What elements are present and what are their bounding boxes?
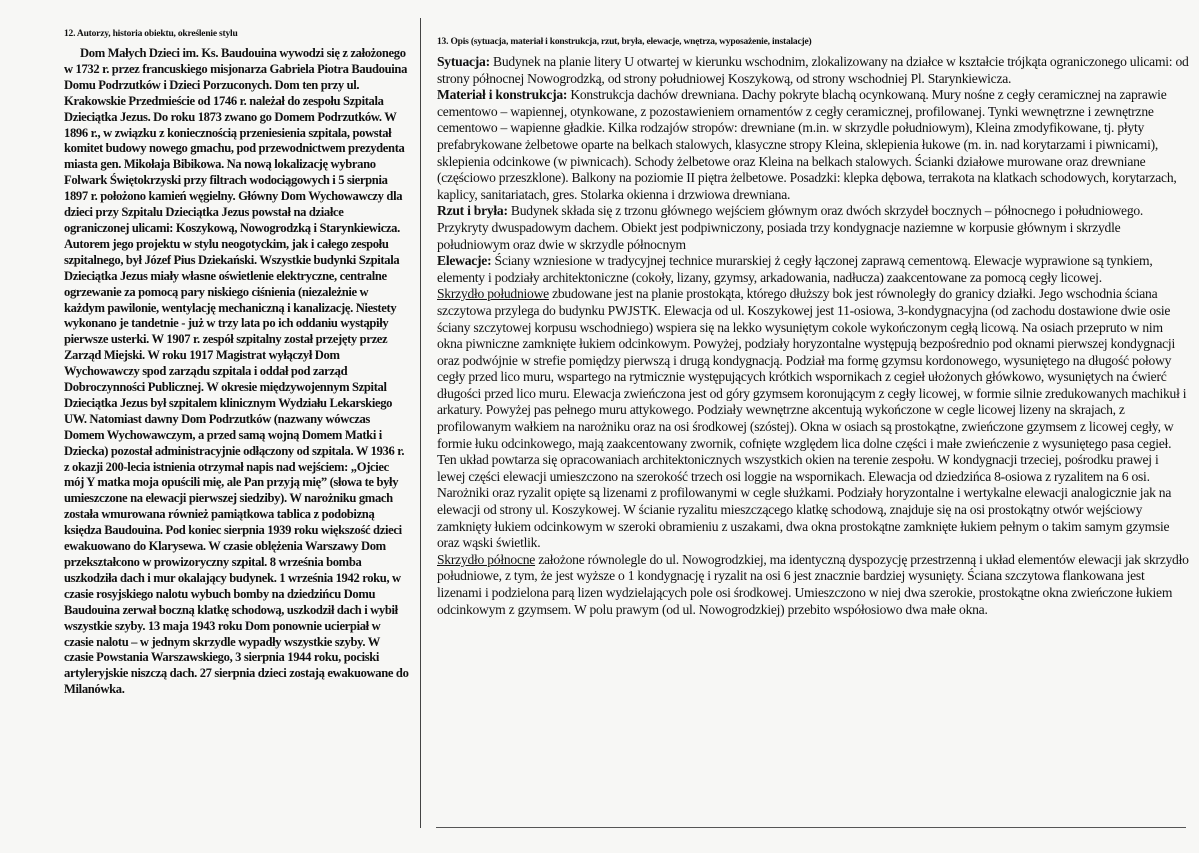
north-wing-paragraph: [437, 552, 1189, 618]
bottom-rule: [436, 827, 1186, 828]
description-heading: 13. Opis (sytuacja, materiał i konstrukcja, rzut, bryła, elewacje, wnętrza, wyposażenie, instalacje): [437, 37, 812, 47]
history-text: Dom Małych Dzieci im. Ks. Baudouina wywodzi się z założonego w 1732 r. przez francuskiego misjonarza Gabriela Piotra Baudouina Domu Podrzutków i Dzieci Porzuconych. Dom ten przy ul. Krakowskie Przedmieście od 1746 r. należał do zespołu Szpitala Dzieciątka Jezus. Do roku 1873 zwano go Domem Podrzutków. W 1896 r., w związku z koniecznością przeniesienia szpitala, powstał komitet budowy nowego gmachu, pod przewodnictwem prezydenta miasta gen. Mikołaja Bibikowa. Na nową lokalizację wybrano Folwark Świętokrzyski przy filtrach wodociągowych i 5 sierpnia 1897 r. położono kamień węgielny. Główny Dom Wychowawczy dla dzieci przy Szpitalu Dzieciątka Jezus powstał na działce ograniczonej ulicami: Koszykową, Nowogrodzką i Starynkiewicza. Autorem jego projektu w stylu neogotyckim, jak i całego zespołu szpitalnego, był Józef Pius Dziekański. Wszystkie budynki Szpitala Dzieciątka Jezus miały własne oświetlenie elektryczne, centralne ogrzewanie za pomocą pary niskiego ciśnienia (niezależnie w każdym pawilonie, wentylację mechaniczną i kanalizację. Niestety wykonano je tandetnie - już w trzy lata po ich oddaniu wystąpiły pierwsze usterki. W 1907 r. zespół szpitalny został przejęty przez Zarząd Miejski. W roku 1917 Magistrat wyłączył Dom Wychowawczy spod zarządu szpitala i oddał pod zarząd Dobroczynności Publicznej. W okresie międzywojennym Szpital Dzieciątka Jezus był szpitalem klinicznym Wydziału Lekarskiego UW. Natomiast dawny Dom Podrzutków (nazwany wówczas Domem Wychowawczym, a przed samą wojną Domem Matki i Dziecka) pozostał administracyjnie odłączony od szpitala. W 1936 r. z okazji 200-lecia istnienia otrzymał napis nad wejściem: „Ojciec mój Y matka moja opuścili mię, ale Pan przyją mię” (słowa te były umieszczone na elewacji pierwszej siedziby). W narożniku gmach została wmurowana również pamiątkowa tablica z podobizną księdza Baudouina. Pod koniec sierpnia 1939 roku większość dzieci ewakuowano do Klarysewa. W czasie oblężenia Warszawy Dom przekształcono w prowizoryczny szpital. 8 września bomba uszkodziła dach i mur okalający budynek. 1 września 1942 roku, w czasie rosyjskiego nalotu wybuch bomby na dziedzińcu Domu Baudouina zerwał boczną klatkę schodową, uszkodził dach i wybił wszystkie szyby. 13 maja 1943 roku Dom ponownie ucierpiał w czasie nalotu – w jednym skrzydle wypadły wszystkie szyby. W czasie Powstania Warszawskiego, 3 sierpnia 1944 roku, pociski artyleryjskie niszczą dach. 27 sierpnia dzieci zostają ewakuowane do Milanówka.: [64, 46, 409, 697]
rzut-label: Rzut i bryła:: [437, 203, 508, 219]
description-column: [437, 36, 1189, 618]
material-paragraph: [437, 87, 1189, 203]
material-label: Materiał i konstrukcja:: [437, 87, 568, 103]
south-wing-label: Skrzydło południowe: [437, 286, 549, 302]
south-wing-text: zbudowane jest na planie prostokąta, którego dłuższy bok jest równoległy do granicy działki. Jego wschodnia ściana szczytowa przylega do budynku PWJSTK. Elewacja od ul. Koszykowej jest 11-osiowa, 3-kondygnacyjna (od zachodu dostawione dwie osie ściany szczytowej korpusu wschodniego) wspiera się na lekko wysuniętym cokole wykończonym cegłą licową. Na osiach przepruto w nim okna piwniczne zamknięte łukiem odcinkowym. Powyżej, podziały horyzontalne występują bezpośrednio pod oknami pierwszej kondygnacji oraz podwójnie w strefie pomiędzy pierwszą i drugą kondygnacją. Podział ma formę gzymsu kordonowego, wysuniętego na długość połowy cegły przed lico muru, wspartego na rytmicznie występujących krótkich wspornikach z cegieł ułożonych główkowo, wysuniętych na ćwierć długości przed lico muru. Elewacja zwieńczona jest od góry gzymsem koronującym z cegły licowej, w formie silnie zredukowanych machikuł i arkatury. Powyżej pas pełnego muru attykowego. Podziały wewnętrzne akcentują wykończone w cegle licowej lizeny na skrajach, z profilowanym wałkiem na narożniku oraz na osi środkowej (szóstej). Okna w osiach są prostokątne, zwieńczone gzymsem z licowej cegły, w formie łuku odcinkowego, mają zaakcentowany zwornik, cofnięte względem lica dolne części i małe zwieńczenie z wysuniętego pasa cegieł. Ten układ powtarza się opracowaniach architektonicznych wszystkich okien na terenie zespołu. W kondygnacji trzeciej, pośrodku prawej i lewej części elewacji umieszczono na szerokość trzech osi loggie na wspornikach. Elewacja od dziedzińca 8-osiowa z ryzalitem na 6 osi. Narożniki oraz ryzalit opięte są lizenami z profilowanymi w cegle służkami. Podziały horyzontalne i wertykalne elewacji analogicznie jak na elewacji od strony ul. Koszykowej. W ścianie ryzalitu mieszczącego klatkę schodową, znajduje się na osi prostokątny otwór wejściowy zamknięty łukiem odcinkowym w szeroki obramieniu z uszakami, dwa okna prostokątne zamknięte łukiem pełnym o takim samym gzymsie oraz wąski świetlik.: [437, 286, 1187, 551]
north-wing-label: Skrzydło północne: [437, 551, 536, 567]
elewacje-paragraph: [437, 253, 1189, 286]
column-divider: [420, 18, 421, 828]
elewacje-text: Ściany wzniesione w tradycyjnej technice murarskiej ż cegły łączonej zaprawą cementową. Elewacje wyprawione są tynkiem, elementy i podziały architektoniczne (cokoły, lizany, gzymsy, arkadowania, nadłucza) zaakcentowane za pomocą cegły licowej.: [437, 253, 1153, 285]
rzut-text: Budynek składa się z trzonu głównego wejściem głównym oraz dwóch skrzydeł bocznych – północnego i południowego. Przykryty dwuspadowym dachem. Obiekt jest podpiwniczony, posiada trzy kondygnacje naziemne w korpusie głównym i skrzydle południowym oraz dwie w skrzydle północnym: [437, 203, 1144, 252]
history-column: [64, 28, 409, 698]
sytuacja-paragraph: [437, 54, 1189, 87]
elewacje-label: Elewacje:: [437, 253, 492, 269]
north-wing-text: założone równolegle do ul. Nowogrodzkiej, ma identyczną dyspozycję przestrzenną i układ elementów elewacji jak skrzydło południowe, z tym, że jest wyższe o 1 kondygnację i ryzalit na osi 6 jest znacznie bardziej wysunięty. Ściana szczytowa flankowana jest lizenami i podzielona parą lizen wydzielających pole osi środkowej. Umieszczono w niej dwa szerokie, prostokątne okna zwieńczone łukiem odcinkowym z gzymsem. W polu prawym (od ul. Nowogrodzkiej) przebito współosiowo dwa małe okna.: [437, 551, 1189, 617]
sytuacja-label: Sytuacja:: [437, 54, 490, 69]
history-heading: 12. Autorzy, historia obiektu, określenie stylu: [64, 29, 238, 39]
south-wing-paragraph: [437, 286, 1189, 552]
material-text: Konstrukcja dachów drewniana. Dachy pokryte blachą ocynkowaną. Mury nośne z cegły ceramicznej na zaprawie cementowo – wapiennej, otynkowane, z pozostawieniem ornamentów z cegły ceramicznej, profilowanej. Tynki wewnętrzne i zewnętrzne cementowo – wapienne gładkie. Kilka rodzajów stropów: drewniane (m.in. w skrzydle południowym), Kleina zmodyfikowane, tj. płyty prefabrykowane żelbetowe oparte na belkach stalowych, klasyczne stropy Kleina, sklepienia łukowe (m. in. nad korytarzami i piwnicami), sklepienia odcinkowe (w piwnicach). Schody żelbetowe oraz Kleina na belkach stalowych. Ścianki działowe murowane oraz drewniane (częściowo przeszklone). Balkony na poziomie II piętra żelbetowe. Posadzki: klepka dębowa, terrakota na klatkach schodowych, korytarzach, kaplicy, sanitariatach, gres. Stolarka okienna i drzwiowa drewniana.: [437, 87, 1177, 202]
rzut-paragraph: [437, 203, 1189, 253]
sytuacja-text: Budynek na planie litery U otwartej w kierunku wschodnim, zlokalizowany na działce w kształcie trójkąta ograniczonego ulicami: od strony północnej Nowogrodzką, od strony południowej Koszykową, od strony wschodniej Pl. Starynkiewicza.: [437, 54, 1189, 86]
